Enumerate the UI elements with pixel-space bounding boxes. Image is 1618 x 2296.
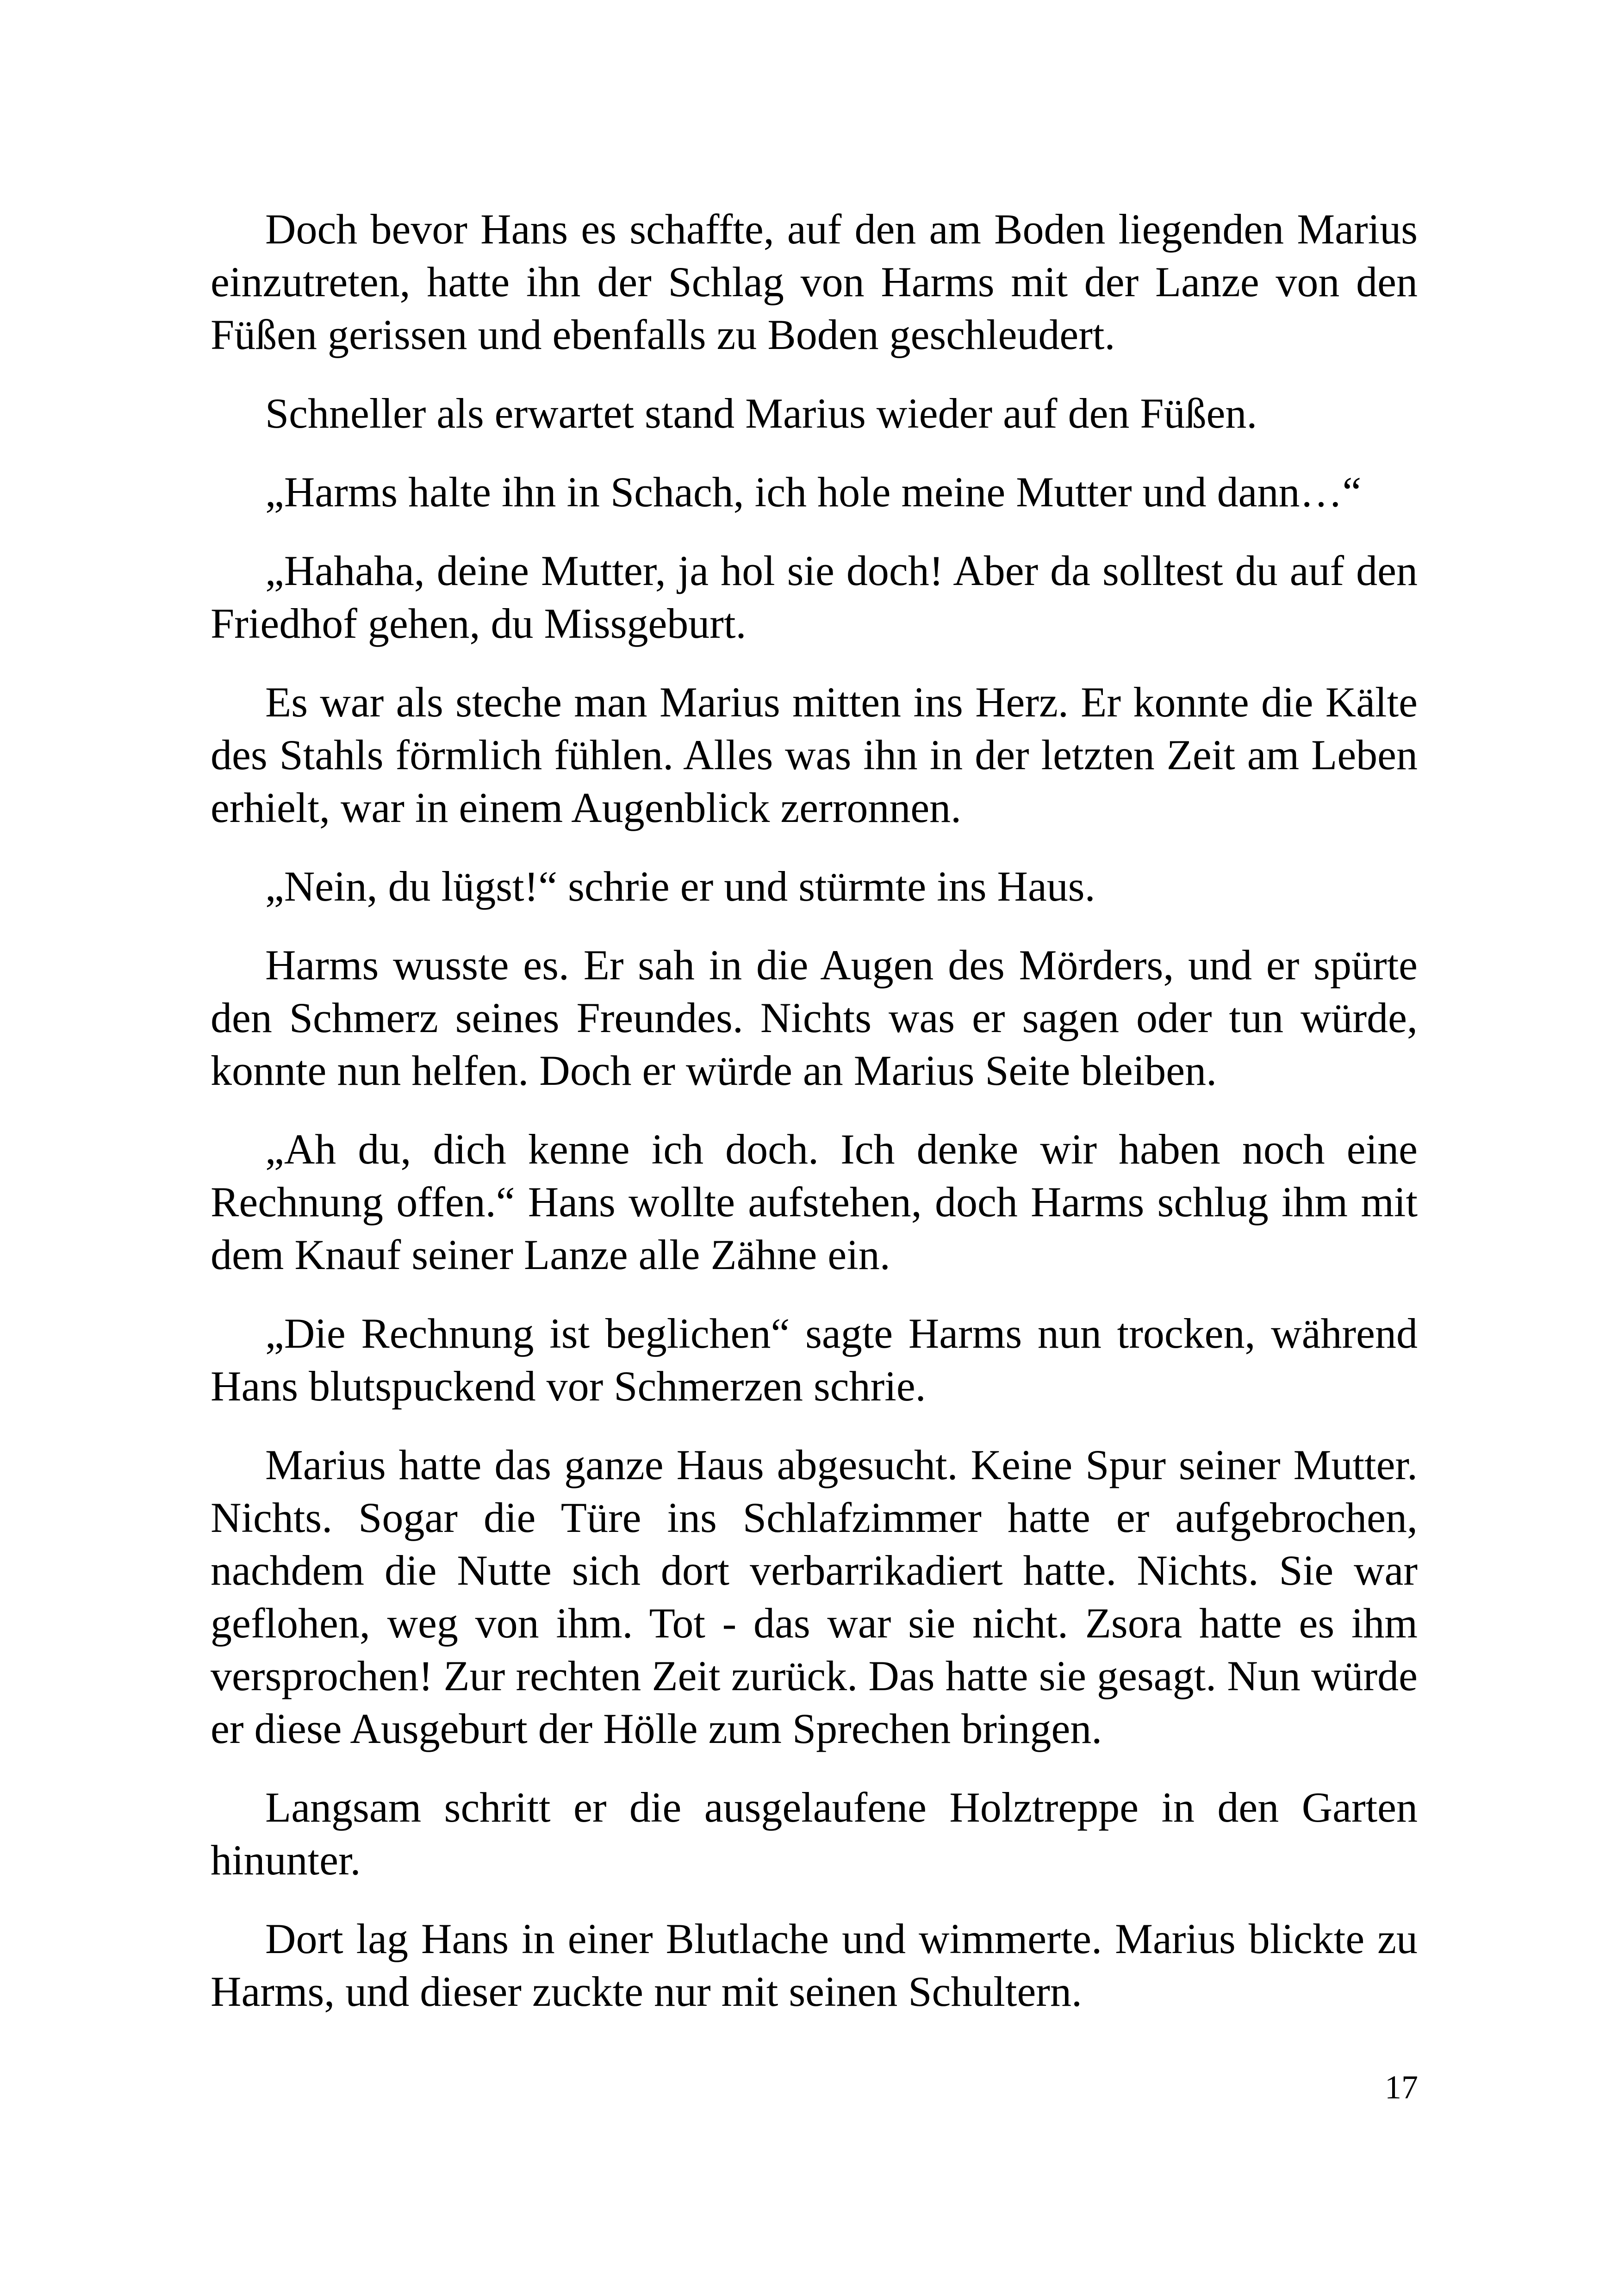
- body-text: [211, 203, 1418, 2044]
- paragraph: „Ah du, dich kenne ich doch. Ich denke wir haben noch eine Rechnung offen.“ Hans wollte aufstehen, doch Harms schlug ihm mit dem Knauf seiner Lanze alle Zähne ein.: [211, 1126, 1418, 1278]
- paragraph: Dort lag Hans in einer Blutlache und wimmerte. Marius blickte zu Harms, und dieser zuckte nur mit seinen Schultern.: [211, 1915, 1418, 2015]
- paragraph: Langsam schritt er die ausgelaufene Holztreppe in den Garten hinunter.: [211, 1784, 1418, 1884]
- paragraph: „Die Rechnung ist beglichen“ sagte Harms nun trocken, während Hans blutspuckend vor Schmerzen schrie.: [211, 1310, 1418, 1410]
- paragraph: Harms wusste es. Er sah in die Augen des Mörders, und er spürte den Schmerz seines Freundes. Nichts was er sagen oder tun würde, konnte nun helfen. Doch er würde an Marius Seite bleiben.: [211, 941, 1418, 1094]
- paragraph: Doch bevor Hans es schaffte, auf den am Boden liegenden Marius einzutreten, hatte ihn der Schlag von Harms mit der Lanze von den Füßen gerissen und ebenfalls zu Boden geschleudert.: [211, 205, 1418, 358]
- paragraph: „Hahaha, deine Mutter, ja hol sie doch! Aber da solltest du auf den Friedhof gehen, du Missgeburt.: [211, 547, 1418, 647]
- page-number: 17: [1385, 2069, 1418, 2106]
- paragraph: „Nein, du lügst!“ schrie er und stürmte ins Haus.: [265, 863, 1095, 910]
- paragraph: Es war als steche man Marius mitten ins Herz. Er konnte die Kälte des Stahls förmlich fühlen. Alles was ihn in der letzten Zeit am Leben erhielt, war in einem Augenblick zerronnen.: [211, 678, 1418, 831]
- paragraph: Schneller als erwartet stand Marius wieder auf den Füßen.: [265, 390, 1257, 437]
- paragraph: Marius hatte das ganze Haus abgesucht. Keine Spur seiner Mutter. Nichts. Sogar die Türe ins Schlafzimmer hatte er aufgebrochen, nachdem die Nutte sich dort verbarrikadiert hatte. Nichts. Sie war geflohen, weg von ihm. Tot - das war sie nicht. Zsora hatte es ihm versprochen! Zur rechten Zeit zurück. Das hatte sie gesagt. Nun würde er diese Ausgeburt der Hölle zum Sprechen bringen.: [211, 1441, 1418, 1752]
- paragraph: „Harms halte ihn in Schach, ich hole meine Mutter und dann…“: [265, 468, 1362, 516]
